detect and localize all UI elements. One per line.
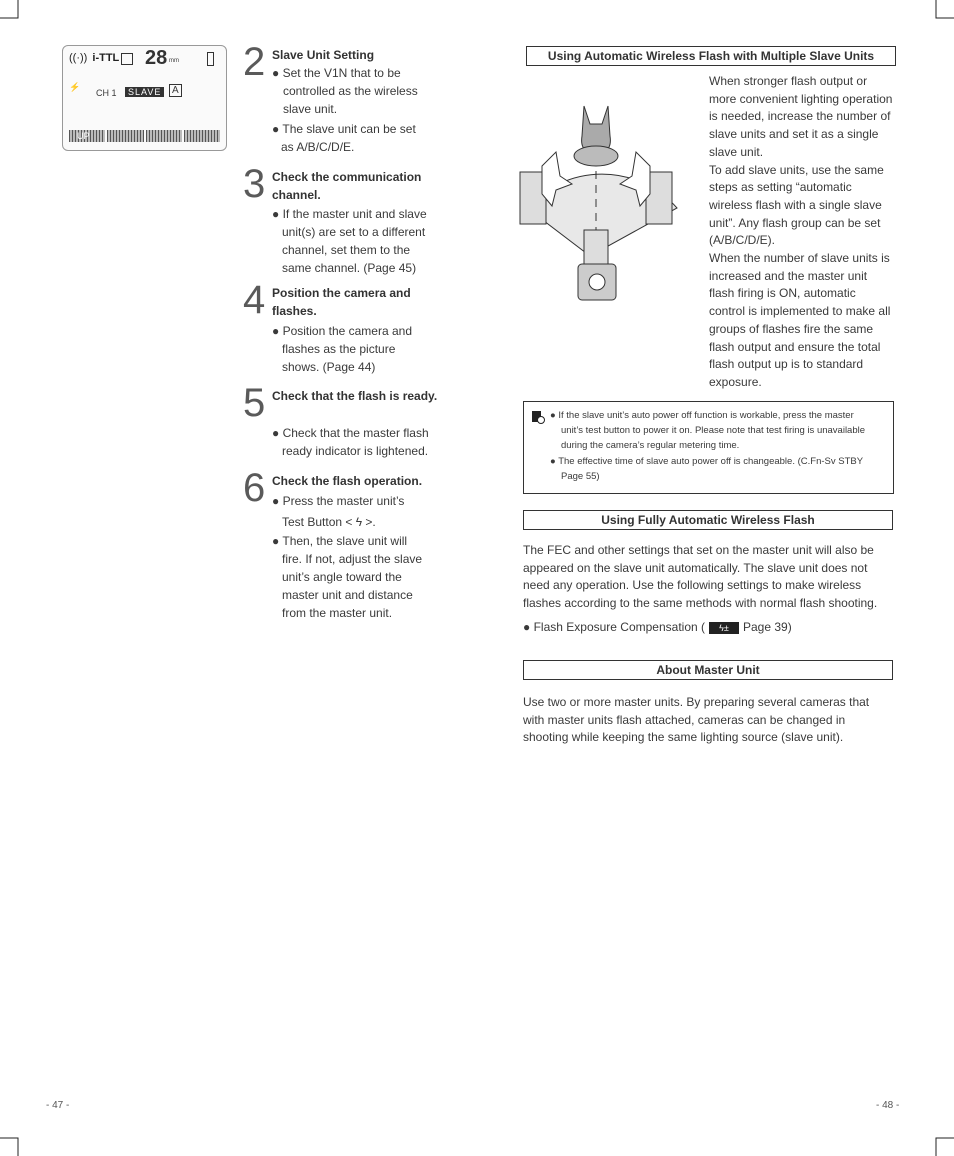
text-line: (A/B/C/D/E).	[709, 233, 776, 248]
step-line: controlled as the wireless	[283, 84, 418, 98]
text-line: flash output and ensure the total	[709, 339, 881, 354]
text-line: To add slave units, use the same	[709, 162, 884, 177]
text-line: flashes according to the same methods with normal flash shooting.	[523, 596, 878, 611]
text-line: When the number of slave units is	[709, 251, 890, 266]
step-line: ● Then, the slave unit will	[272, 534, 408, 548]
text-line: unit”. Any flash group can be set	[709, 215, 881, 230]
page-number-left: - 47 -	[46, 1100, 70, 1111]
step-line: as A/B/C/D/E.	[281, 140, 355, 154]
step-number: 3	[243, 162, 266, 206]
step-line: ● Check that the master flash	[272, 426, 429, 440]
step-line: same channel. (Page 45)	[282, 261, 417, 275]
step-number: 2	[243, 40, 266, 84]
page-number-right: - 48 -	[876, 1100, 900, 1111]
lcd-channel: CH 1	[96, 88, 117, 98]
step-line: master unit and distance	[282, 588, 413, 602]
lcd-panel-illustration	[62, 45, 227, 151]
text-line: appeared on the slave unit automatically. The slave unit does not	[523, 560, 868, 575]
paragraph-multiple-slaves	[709, 73, 904, 392]
text-line: increased and the master unit	[709, 268, 868, 283]
lcd-slave: SLAVE	[125, 87, 164, 97]
text-line: is needed, increase the number of	[709, 109, 891, 124]
step-body	[272, 322, 442, 376]
step-number: 5	[243, 381, 266, 425]
step-body	[272, 492, 442, 622]
note-box	[523, 401, 894, 494]
lcd-group: A	[169, 84, 182, 97]
step-line: ● Position the camera and	[272, 324, 412, 338]
text-line: groups of flashes fire the same	[709, 321, 874, 336]
text-line: Use two or more master units. By preparing several cameras that	[523, 695, 870, 709]
step-title: Slave Unit Setting	[272, 48, 375, 62]
step-line: ● The slave unit can be set	[272, 122, 416, 136]
text-line: need any operation. Use the following settings to make wireless	[523, 578, 862, 593]
step-body	[272, 64, 442, 156]
text-line: steps as setting “automatic	[709, 180, 852, 195]
note-line: unit’s test button to power it on. Please note that test firing is unavailable	[561, 425, 866, 436]
lcd-zoom-unit: mm	[169, 58, 179, 64]
text-line: slave units and set it as a single	[709, 127, 879, 142]
step-line: from the master unit.	[282, 606, 393, 620]
battery-icon	[207, 52, 214, 66]
note-line: during the camera’s regular metering time.	[561, 440, 740, 451]
step-line: unit’s angle toward the	[282, 570, 402, 584]
text-line: more convenient lighting operation	[709, 91, 893, 106]
step-line: Test Button < ϟ >.	[282, 515, 376, 529]
lcd-zoom: 28	[145, 47, 168, 69]
save-icon	[121, 53, 133, 65]
lcd-top-row	[69, 52, 119, 64]
text-line: The FEC and other settings that set on the master unit will also be	[523, 543, 874, 557]
text-line: control is implemented to make all	[709, 304, 891, 319]
slave-flash-icon: ⚡	[69, 82, 81, 92]
step-line: ready indicator is lightened.	[282, 444, 429, 458]
step-line: ● Press the master unit’s	[272, 494, 405, 508]
step-line: shows. (Page 44)	[282, 360, 376, 374]
text-line: with master units flash attached, cameras can be changed in	[523, 712, 846, 727]
lcd-function-bar	[69, 130, 220, 142]
note-icon	[531, 410, 545, 424]
text-line: exposure.	[709, 374, 762, 389]
step-line: unit(s) are set to a different	[282, 225, 426, 239]
fec-line	[523, 619, 923, 637]
text-line: When stronger flash output or	[709, 74, 868, 88]
step-line: channel, set them to the	[282, 243, 411, 257]
step-number: 4	[243, 278, 266, 322]
step-line: flashes as the picture	[282, 342, 396, 356]
paragraph-master-unit	[523, 694, 923, 747]
section-heading-master-unit: About Master Unit	[523, 660, 893, 680]
text-line: shooting while keeping the same lighting source (slave unit).	[523, 730, 844, 745]
step-title: Check the communication channel.	[272, 170, 422, 202]
step-title: Check that the flash is ready.	[272, 389, 438, 403]
text-line: flash firing is ON, automatic	[709, 286, 856, 301]
step-body	[272, 424, 442, 460]
step-line: fire. If not, adjust the slave	[282, 552, 423, 566]
section-heading-multiple-slaves: Using Automatic Wireless Flash with Multiple Slave Units	[526, 46, 896, 66]
fec-prefix: ● Flash Exposure Compensation (	[523, 620, 705, 634]
step-line: slave unit.	[283, 102, 338, 116]
section-heading-fully-automatic: Using Fully Automatic Wireless Flash	[523, 510, 893, 530]
wireless-setup-illustration	[512, 96, 702, 306]
fec-icon: ϟ±	[709, 622, 739, 634]
note-line: ● If the slave unit’s auto power off function is workable, press the master	[550, 410, 854, 421]
text-line: wireless flash with a single slave	[709, 197, 882, 212]
fec-suffix: Page 39)	[743, 620, 792, 634]
paragraph-fully-automatic	[523, 542, 923, 613]
step-body	[272, 205, 442, 277]
note-text	[550, 408, 890, 484]
wireless-icon: ((·))	[69, 52, 88, 64]
step-title: Position the camera and flashes.	[272, 286, 411, 318]
text-line: slave unit.	[709, 144, 764, 159]
step-line: ● Set the V1N that to be	[272, 66, 401, 80]
lcd-mode: i-TTL	[92, 52, 120, 64]
note-line: Page 55)	[561, 471, 600, 482]
step-title: Check the flash operation.	[272, 474, 423, 488]
step-number: 6	[243, 466, 266, 510]
note-line: ● The effective time of slave auto power off is changeable. (C.Fn-Sv STBY	[550, 456, 864, 467]
text-line: flash output up is to standard	[709, 357, 864, 372]
subject-dog-icon	[574, 106, 618, 166]
lcd-bar-label: UP	[69, 130, 105, 142]
step-line: ● If the master unit and slave	[272, 207, 427, 221]
